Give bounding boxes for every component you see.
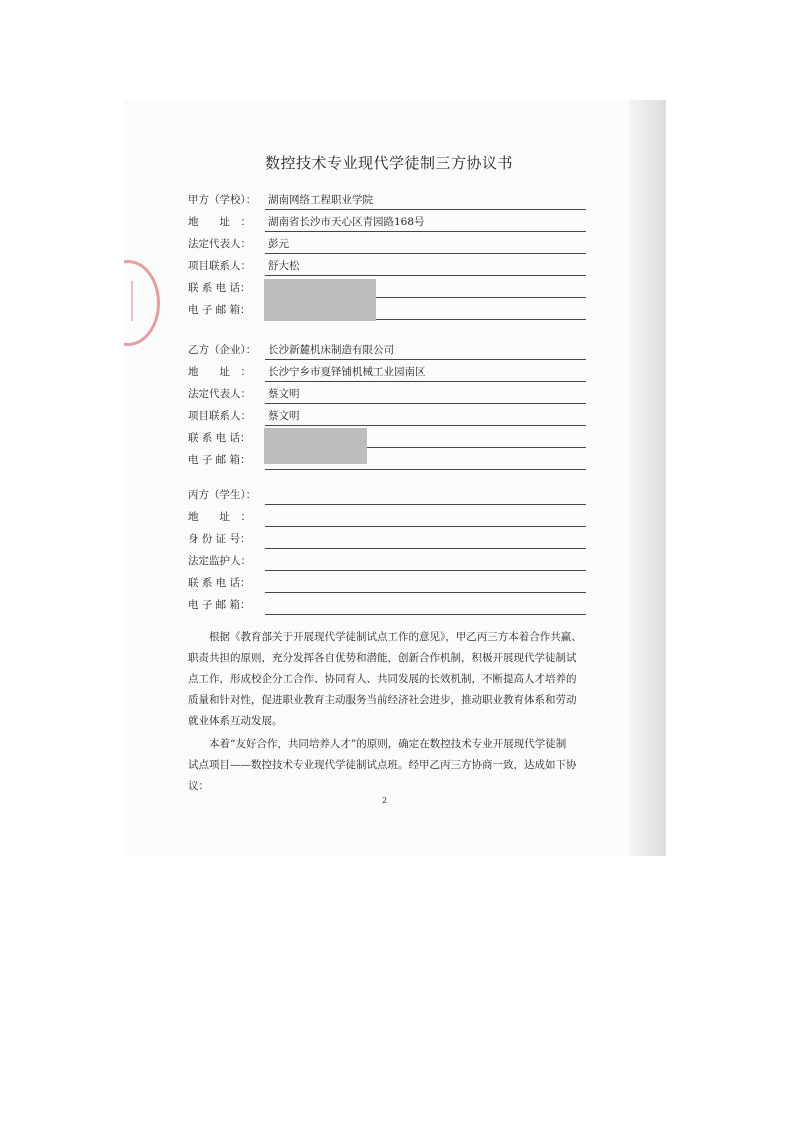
underline: [265, 275, 586, 276]
field-label: 法定代表人：: [188, 238, 251, 250]
field-label: 项目联系人：: [188, 260, 251, 272]
underline: [265, 592, 586, 593]
scanned-page: [124, 100, 666, 856]
party-b-legal-rep-row: [188, 384, 586, 404]
party-a-school-row: [188, 190, 586, 210]
underline: [265, 381, 586, 382]
party-a-contact-row: [188, 256, 586, 276]
party-c-address-row: [188, 507, 586, 527]
field-label: 法定代表人：: [188, 388, 251, 400]
field-label: 乙方（企业）：: [188, 344, 257, 356]
underline: [265, 548, 586, 549]
underline: [265, 253, 586, 254]
party-c-student-row: [188, 485, 586, 505]
party-b-address-value: 长沙宁乡市夏铎铺机械工业园南区: [268, 366, 426, 378]
paragraph-line: 职责共担的原则，充分发挥各自优势和潜能，创新合作机制，积极开展现代学徒制试: [188, 652, 577, 664]
field-label: 丙方（学生）：: [188, 489, 257, 501]
party-b-contact-row: [188, 406, 586, 426]
paragraph-line: 本着“友好合作，共同培养人才”的原则，确定在数控技术专业开展现代学徒制: [188, 738, 567, 750]
paragraph-line: 点工作，形成校企分工合作、协同育人、共同发展的长效机制，不断提高人才培养的: [188, 673, 577, 685]
underline: [265, 231, 586, 232]
party-b-company-value: 长沙新麓机床制造有限公司: [268, 344, 394, 356]
field-label: 联 系 电 话：: [188, 282, 251, 294]
field-label: 联 系 电 话：: [188, 577, 251, 589]
paragraph-line: 根据《教育部关于开展现代学徒制试点工作的意见》，甲乙丙三方本着合作共赢、: [188, 631, 582, 643]
party-a-phone-row: [188, 278, 586, 298]
redaction-block: [264, 428, 367, 464]
party-c-id-row: [188, 529, 586, 549]
field-label: 电 子 邮 箱：: [188, 599, 251, 611]
underline: [265, 469, 586, 470]
party-a-address-row: [188, 212, 586, 232]
underline: [265, 526, 586, 527]
party-b-email-row: [188, 450, 586, 470]
underline: [265, 570, 586, 571]
party-c-email-row: [188, 595, 586, 615]
field-label: 地 址 ：: [188, 366, 251, 378]
underline: [265, 359, 586, 360]
page-number: 2: [382, 796, 388, 805]
paragraph-line: 就业体系互动发展。: [188, 715, 283, 727]
red-seal-stamp: [124, 260, 160, 346]
underline: [265, 614, 586, 615]
party-a-legal-rep-row: [188, 234, 586, 254]
party-a-legal-rep-value: 彭元: [268, 238, 289, 250]
party-a-school-value: 湖南网络工程职业学院: [268, 194, 373, 206]
party-c-guardian-row: [188, 551, 586, 571]
party-b-company-row: [188, 340, 586, 360]
party-b-contact-value: 蔡文明: [268, 410, 300, 422]
field-label: 联 系 电 话：: [188, 432, 251, 444]
party-b-address-row: [188, 362, 586, 382]
party-a-contact-value: 舒大松: [268, 260, 300, 272]
field-label: 地 址 ：: [188, 511, 251, 523]
party-a-address-value: 湖南省长沙市天心区青园路168号: [268, 216, 425, 228]
underline: [265, 504, 586, 505]
field-label: 地 址 ：: [188, 216, 251, 228]
intro-paragraph: [188, 627, 588, 732]
paragraph-line: 试点项目——数控技术专业现代学徒制试点班。经甲乙丙三方协商一致，达成如下协: [188, 759, 577, 771]
redaction-block: [264, 279, 376, 321]
party-b-phone-row: [188, 428, 586, 448]
field-label: 法定监护人：: [188, 555, 251, 567]
underline: [265, 425, 586, 426]
field-label: 电 子 邮 箱：: [188, 454, 251, 466]
field-label: 身 份 证 号：: [188, 533, 251, 545]
party-c-phone-row: [188, 573, 586, 593]
party-a-email-row: [188, 300, 586, 320]
field-label: 甲方（学校）：: [188, 194, 257, 206]
paragraph-line: 质量和针对性，促进职业教育主动服务当前经济社会进步，推动职业教育体系和劳动: [188, 694, 577, 706]
party-b-legal-rep-value: 蔡文明: [268, 388, 300, 400]
underline: [265, 209, 586, 210]
underline: [265, 403, 586, 404]
principle-paragraph: [188, 734, 588, 797]
paragraph-line: 议：: [188, 780, 209, 792]
document-title: 数控技术专业现代学徒制三方协议书: [264, 154, 513, 172]
field-label: 项目联系人：: [188, 410, 251, 422]
scan-shadow-edge: [630, 100, 666, 856]
field-label: 电 子 邮 箱：: [188, 304, 251, 316]
